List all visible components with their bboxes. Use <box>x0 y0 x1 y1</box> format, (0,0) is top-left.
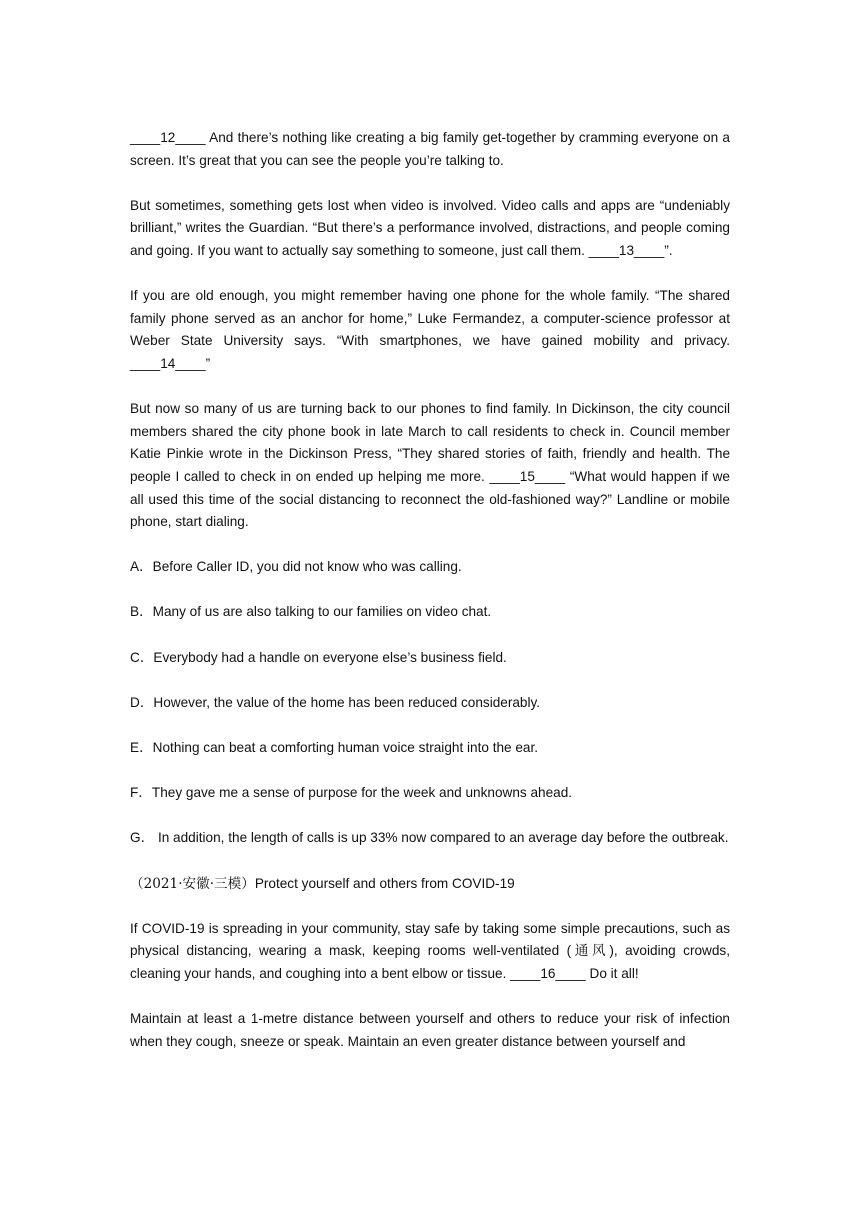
passage2-p1-text-after: ), avoiding crowds, cleaning your hands, and coughing into a bent elbow or tissue. ____16____ Do it all! <box>130 943 730 981</box>
passage2-paragraph-1 <box>130 918 730 986</box>
source-tag: （2021·安徽·三模） <box>130 875 255 892</box>
option-c: C．Everybody had a handle on everyone else’s business field. <box>130 649 507 665</box>
paragraph-2: But sometimes, something gets lost when video is involved. Video calls and apps are “undeniably brilliant,” writes the Guardian. “But there’s a performance involved, distractions, and people coming and going. If you want to actually say something to someone, just call them. ____13____”. <box>130 197 730 258</box>
passage-title: Protect yourself and others from COVID-19 <box>254 875 515 891</box>
option-a: A．Before Caller ID, you did not know who was calling. <box>130 559 462 575</box>
option-b: B．Many of us are also talking to our families on video chat. <box>130 604 492 620</box>
option-d: D．However, the value of the home has been reduced considerably. <box>130 694 541 710</box>
passage-source-heading <box>130 873 730 896</box>
paragraph-3: If you are old enough, you might remember having one phone for the whole family. “The shared family phone served as an anchor for home,” Luke Fermandez, a computer-science professor at Weber State University says. “With smartphones, we have gained mobility and privacy. ____14____” <box>130 288 730 371</box>
option-e: E．Nothing can beat a comforting human voice straight into the ear. <box>130 740 539 756</box>
option-g: G． In addition, the length of calls is up 33% now compared to an average day before the outbreak. <box>130 830 729 846</box>
paragraph-1: ____12____ And there’s nothing like creating a big family get-together by cramming everyone on a screen. It’s great that you can see the people you’re talking to. <box>130 130 730 168</box>
option-f: F．They gave me a sense of purpose for the week and unknowns ahead. <box>130 785 573 801</box>
paragraph-4: But now so many of us are turning back to our phones to find family. In Dickinson, the city council members shared the city phone book in late March to call residents to check in. Council member Katie Pinkie wrote in the Dickinson Press, “They shared stories of faith, friendly and health. The people I called to check in on ended up helping me more. ____15____ “What would happen if we all used this time of the social distancing to reconnect the old-fashioned way?” Landline or mobile phone, start dialing. <box>130 401 730 530</box>
passage2-p1-text-before: If COVID-19 is spreading in your community, stay safe by taking some simple precautions, such as physical distancing, wearing a mask, keeping rooms well-ventilated ( <box>130 920 730 959</box>
passage2-paragraph-2: Maintain at least a 1-metre distance between yourself and others to reduce your risk of infection when they cough, sneeze or speak. Maintain an even greater distance between yourself and <box>130 1011 730 1049</box>
passage2-p1-chinese-gloss: 通风 <box>571 943 610 960</box>
